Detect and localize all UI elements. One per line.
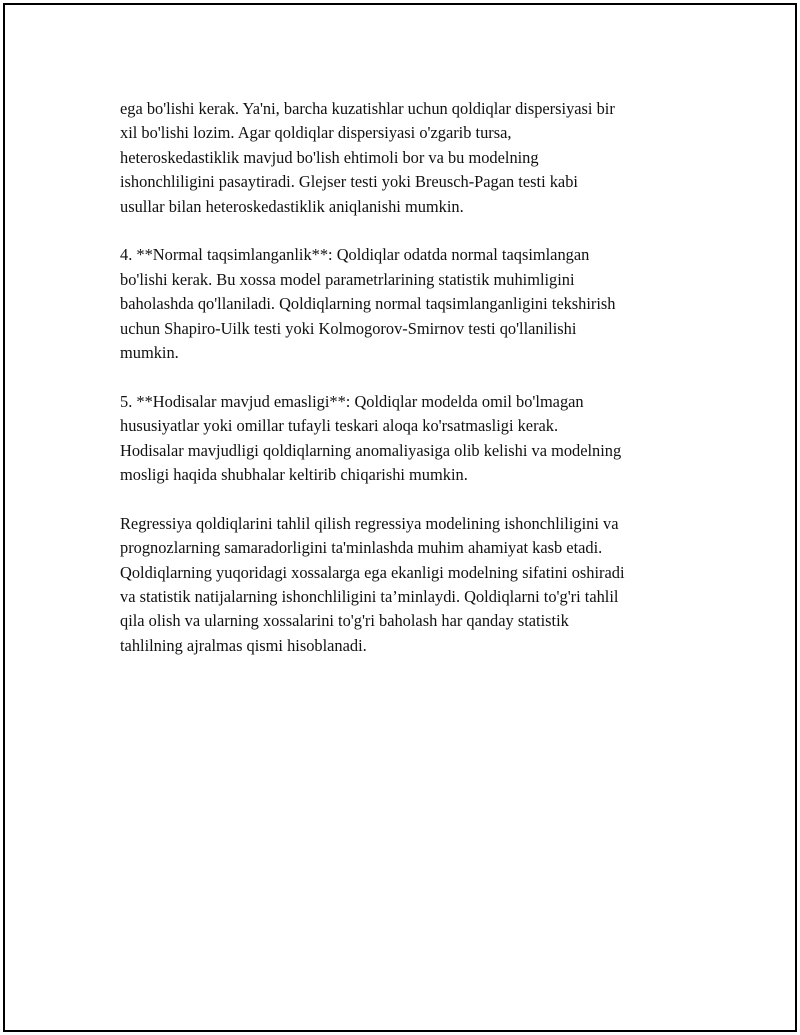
text-line: tahlilning ajralmas qismi hisoblanadi. [120, 635, 367, 655]
paragraph-normality [120, 243, 700, 365]
text-line: qila olish va ularning xossalarini to'g'ri baholash har qanday statistik [120, 611, 569, 631]
text-line: Hodisalar mavjudligi qoldiqlarning anomaliyasiga olib kelishi va modelning [120, 440, 622, 460]
text-line: heteroskedastiklik mavjud bo'lish ehtimoli bor va bu modelning [120, 147, 539, 167]
text-line: baholashda qo'llaniladi. Qoldiqlarning normal taqsimlanganligini tekshirish [120, 294, 616, 314]
document-body [120, 97, 700, 683]
text-line: Regressiya qoldiqlarini tahlil qilish regressiya modelining ishonchliligini va [120, 513, 619, 533]
text-line: hususiyatlar yoki omillar tufayli teskari aloqa ko'rsatmasligi kerak. [120, 416, 559, 436]
text-line: mumkin. [120, 343, 179, 363]
text-line: 4. **Normal taqsimlanganlik**: Qoldiqlar odatda normal taqsimlangan [120, 245, 590, 265]
text-line: Qoldiqlarning yuqoridagi xossalarga ega ekanligi modelning sifatini oshiradi [120, 562, 625, 582]
paragraph-homoskedasticity [120, 97, 700, 219]
text-line: prognozlarning samaradorligini ta'minlashda muhim ahamiyat kasb etadi. [120, 538, 603, 558]
text-line: xil bo'lishi lozim. Agar qoldiqlar dispersiyasi o'zgarib tursa, [120, 123, 512, 143]
text-line: mosligi haqida shubhalar keltirib chiqarishi mumkin. [120, 465, 468, 485]
paragraph-no-events [120, 390, 700, 488]
text-line: uchun Shapiro-Uilk testi yoki Kolmogorov-Smirnov testi qo'llanilishi [120, 318, 577, 338]
text-line: bo'lishi kerak. Bu xossa model parametrlarining statistik muhimligini [120, 269, 575, 289]
document-page [3, 3, 797, 1032]
text-line: ega bo'lishi kerak. Ya'ni, barcha kuzatishlar uchun qoldiqlar dispersiyasi bir [120, 99, 615, 118]
text-line: va statistik natijalarning ishonchliligini ta’minlaydi. Qoldiqlarni to'g'ri tahlil [120, 587, 619, 607]
text-line: usullar bilan heteroskedastiklik aniqlanishi mumkin. [120, 196, 464, 216]
text-line: ishonchliligini pasaytiradi. Glejser testi yoki Breusch-Pagan testi kabi [120, 172, 578, 192]
paragraph-conclusion [120, 512, 700, 658]
text-line: 5. **Hodisalar mavjud emasligi**: Qoldiqlar modelda omil bo'lmagan [120, 391, 584, 411]
